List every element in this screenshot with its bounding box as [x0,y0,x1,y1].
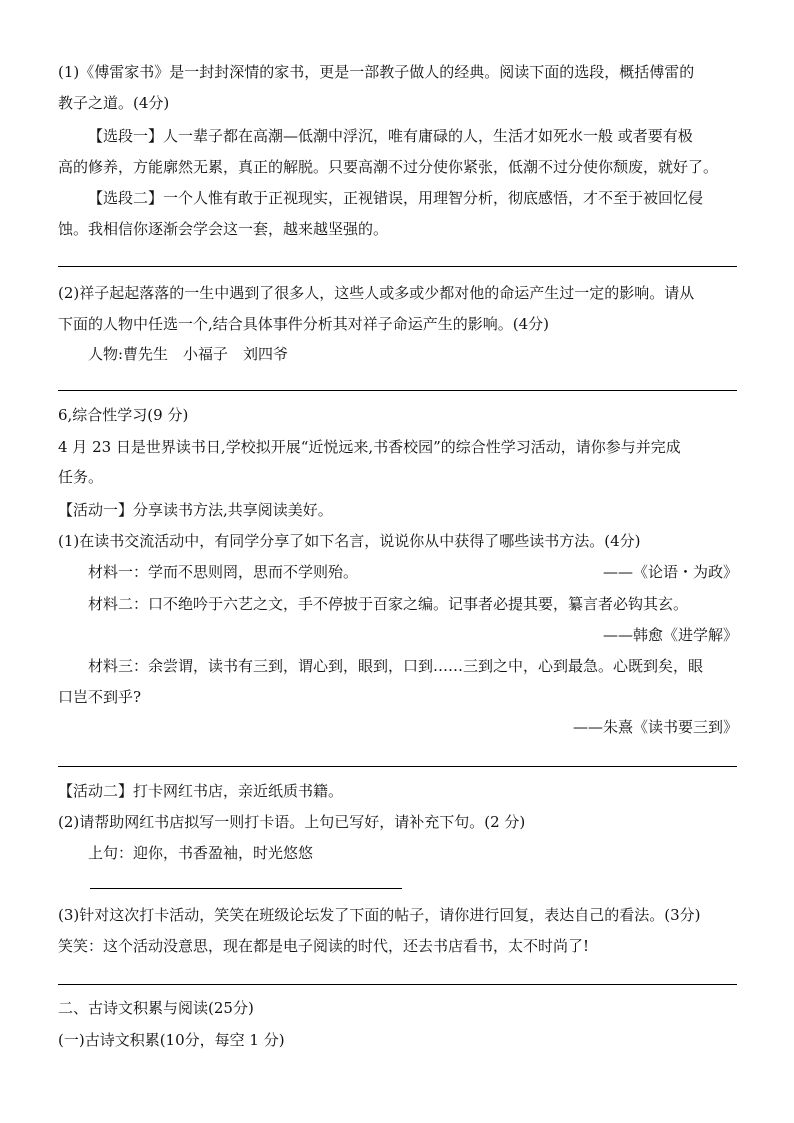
s6-q2-prompt: (2)请帮助网红书店拟写一则打卡语。上句已写好，请补充下句。(2 分) [58,813,526,831]
part2-subtitle: (一)古诗文积累(10分，每空 1 分) [58,1031,285,1049]
material1 [88,561,738,583]
section6-intro-line1: 4 月 23 日是世界读书日,学校拟开展“近悦远来,书香校园”的综合性学习活动，请你参与并完成 [58,438,681,456]
answer-line [58,766,737,767]
q2-characters: 人物:曹先生 小福子 刘四爷 [88,345,289,363]
s6-q3-post: 笑笑：这个活动没意思，现在都是电子阅读的时代，还去书店看书，太不时尚了! [58,937,590,955]
material3-line1: 材料三：余尝谓，读书有三到，谓心到，眼到，口到……三到之中，心到最急。心既到矣，眼 [88,657,704,675]
material1-text: 材料一：学而不思则罔，思而不学则殆。 [88,563,359,581]
answer-line [58,390,737,391]
s6-q1-prompt: (1)在读书交流活动中，有同学分享了如下名言，说说你从中获得了哪些读书方法。(4分) [58,532,641,550]
s6-q3-prompt: (3)针对这次打卡活动，笑笑在班级论坛发了下面的帖子，请你进行回复，表达自己的看法。(3分) [58,906,701,924]
s6-q2-upper-line: 上句：迎你，书香盈袖，时光悠悠 [88,844,314,862]
activity1-heading: 【活动一】分享读书方法,共享阅读美好。 [58,501,333,519]
excerpt1-line2: 高的修养，方能廓然无累，真正的解脱。只要高潮不过分使你紧张，低潮不过分使你颓废，就好了。 [58,158,719,176]
answer-line [58,984,737,985]
part2-title: 二、古诗文积累与阅读(25分) [58,999,254,1017]
material1-source: ——《论语・为政》 [602,563,738,581]
excerpt2-line2: 蚀。我相信你逐渐会学会这一套，越来越坚强的。 [58,220,389,238]
activity2-heading: 【活动二】打卡网红书店，亲近纸质书籍。 [58,782,344,800]
material2-text: 材料二：口不绝吟于六艺之文，手不停披于百家之编。记事者必提其要，纂言者必钩其玄。 [88,595,689,613]
section6-title: 6,综合性学习(9 分) [58,406,189,424]
material2-source: ——韩愈《进学解》 [602,626,738,644]
q2-prompt-line1: (2)祥子起起落落的一生中遇到了很多人，这些人或多或少都对他的命运产生过一定的影响。请从 [58,284,695,302]
q1-prompt-line2: 教子之道。(4分) [58,94,170,112]
section6-intro-line2: 任务。 [58,468,104,486]
q2-prompt-line2: 下面的人物中任选一个,结合具体事件分析其对祥子命运产生的影响。(4分) [58,315,550,333]
excerpt1-line1: 【选段一】人一辈子都在高潮—低潮中浮沉，唯有庸碌的人，生活才如死水一般 或者要有极 [88,127,693,145]
excerpt2-line1: 【选段二】一个人惟有敢于正视现实，正视错误，用理智分析，彻底感悟，才不至于被回忆侵 [88,189,704,207]
material3-source: ——朱熹《读书要三到》 [572,718,738,736]
q1-prompt-line1: (1)《傅雷家书》是一封封深情的家书，更是一部教子做人的经典。阅读下面的选段，概括傅雷的 [58,63,695,81]
answer-line [58,266,737,267]
material3-line2: 口岂不到乎? [58,688,142,706]
fill-in-blank-line [90,888,402,889]
